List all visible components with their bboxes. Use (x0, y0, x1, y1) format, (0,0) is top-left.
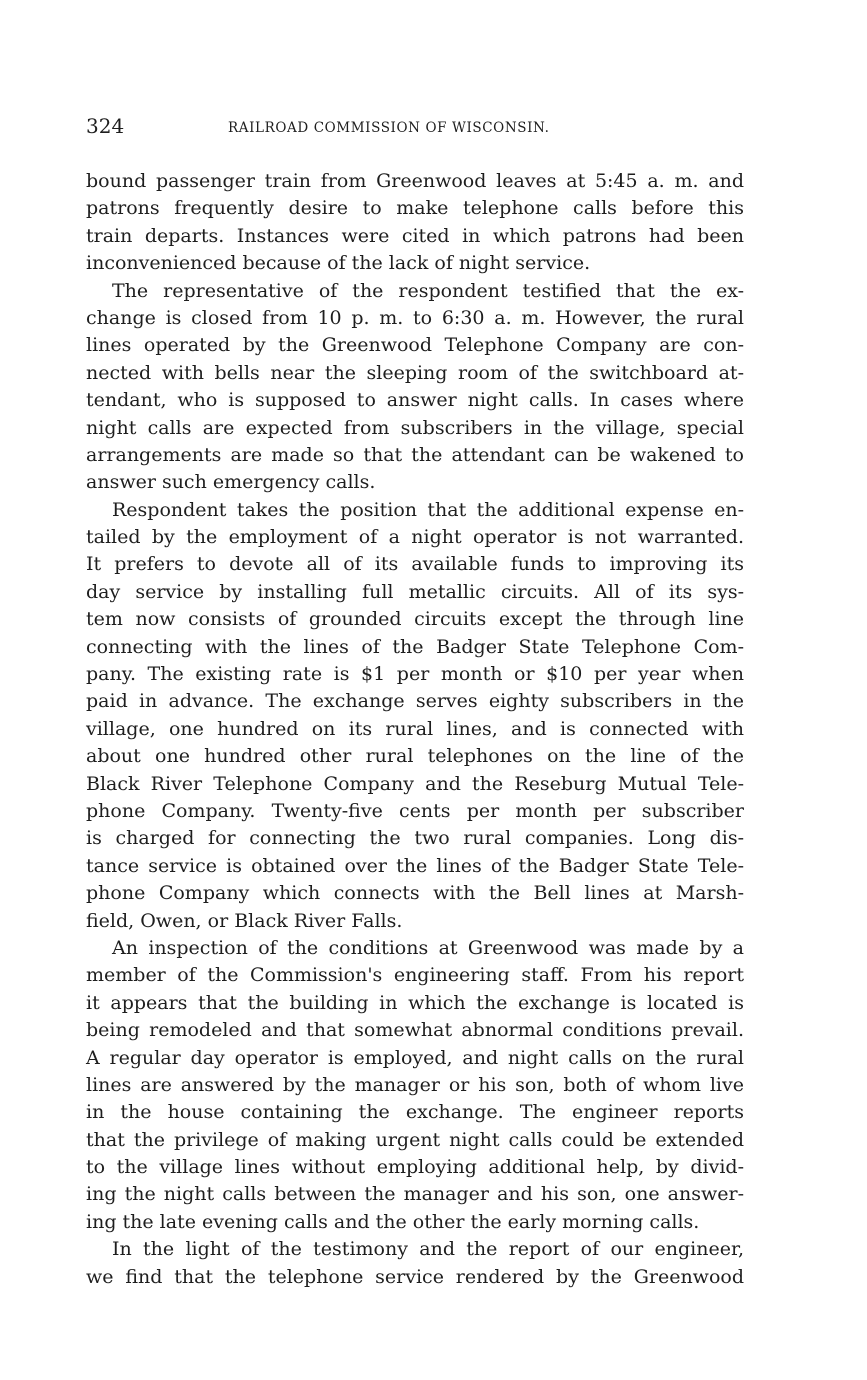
text-line: arrangements are made so that the attendant can be wakened to (86, 443, 744, 466)
text-line: it appears that the building in which the exchange is located is (86, 991, 744, 1014)
text-line: Black River Telephone Company and the Reseburg Mutual Tele- (86, 772, 744, 795)
text-line: night calls are expected from subscribers in the village, special (86, 416, 744, 439)
text-line: A regular day operator is employed, and night calls on the rural (86, 1046, 744, 1069)
text-line: In the light of the testimony and the report of our engineer, (112, 1238, 744, 1261)
text-line: about one hundred other rural telephones on the line of the (86, 745, 744, 768)
running-head: RAILROAD COMMISSION OF WISCONSIN. (228, 120, 550, 136)
text-line: patrons frequently desire to make telephone calls before this (86, 197, 744, 220)
text-line: nected with bells near the sleeping room of the switchboard at- (86, 361, 744, 384)
text-line: member of the Commission's engineering staff. From his report (86, 964, 744, 987)
paragraph (86, 935, 744, 1236)
text-line: It prefers to devote all of its available funds to improving its (86, 553, 744, 576)
text-line: Respondent takes the position that the additional expense en- (112, 498, 744, 521)
paragraph (86, 497, 744, 935)
text-line: lines operated by the Greenwood Telephone Company are con- (86, 334, 744, 357)
text-line: in the house containing the exchange. The engineer reports (86, 1101, 744, 1124)
text-line: answer such emergency calls. (86, 471, 376, 494)
text-line: village, one hundred on its rural lines, and is connected with (86, 717, 744, 740)
text-line: lines are answered by the manager or his son, both of whom live (86, 1073, 744, 1096)
text-line: tance service is obtained over the lines of the Badger State Tele- (86, 854, 744, 877)
text-line: inconvenienced because of the lack of night service. (86, 252, 591, 275)
text-line: ing the night calls between the manager and his son, one answer- (86, 1183, 744, 1206)
paragraph (86, 278, 744, 497)
text-line: train departs. Instances were cited in which patrons had been (86, 224, 744, 247)
text-line: change is closed from 10 p. m. to 6:30 a. m. However, the rural (86, 306, 744, 329)
text-line: bound passenger train from Greenwood leaves at 5:45 a. m. and (86, 170, 744, 192)
text-line: to the village lines without employing additional help, by divid- (86, 1156, 744, 1179)
text-line: tailed by the employment of a night operator is not warranted. (86, 526, 744, 549)
text-line: tem now consists of grounded circuits except the through line (86, 608, 744, 631)
text-line: that the privilege of making urgent night calls could be extended (86, 1128, 744, 1151)
text-line: tendant, who is supposed to answer night calls. In cases where (86, 389, 744, 412)
text-line: An inspection of the conditions at Greenwood was made by a (112, 936, 744, 959)
text-line: connecting with the lines of the Badger State Telephone Com- (86, 635, 744, 658)
text-line: day service by installing full metallic circuits. All of its sys- (86, 580, 744, 603)
body-text (86, 168, 744, 1291)
text-line: phone Company. Twenty-five cents per month per subscriber (86, 799, 744, 822)
text-line: pany. The existing rate is $1 per month or $10 per year when (86, 663, 744, 686)
paragraph (86, 168, 744, 278)
page-header (86, 112, 744, 148)
page-number: 324 (86, 114, 125, 138)
text-line: we find that the telephone service rendered by the Greenwood (86, 1265, 744, 1288)
text-line: field, Owen, or Black River Falls. (86, 909, 403, 932)
document-page (86, 112, 744, 1288)
text-line: ing the late evening calls and the other the early morning calls. (86, 1210, 700, 1233)
text-line: phone Company which connects with the Bell lines at Marsh- (86, 882, 744, 905)
paragraph (86, 1236, 744, 1291)
text-line: is charged for connecting the two rural companies. Long dis- (86, 827, 744, 850)
text-line: paid in advance. The exchange serves eighty subscribers in the (86, 690, 744, 713)
text-line: being remodeled and that somewhat abnormal conditions prevail. (86, 1019, 744, 1042)
text-line: The representative of the respondent testified that the ex- (112, 279, 744, 302)
